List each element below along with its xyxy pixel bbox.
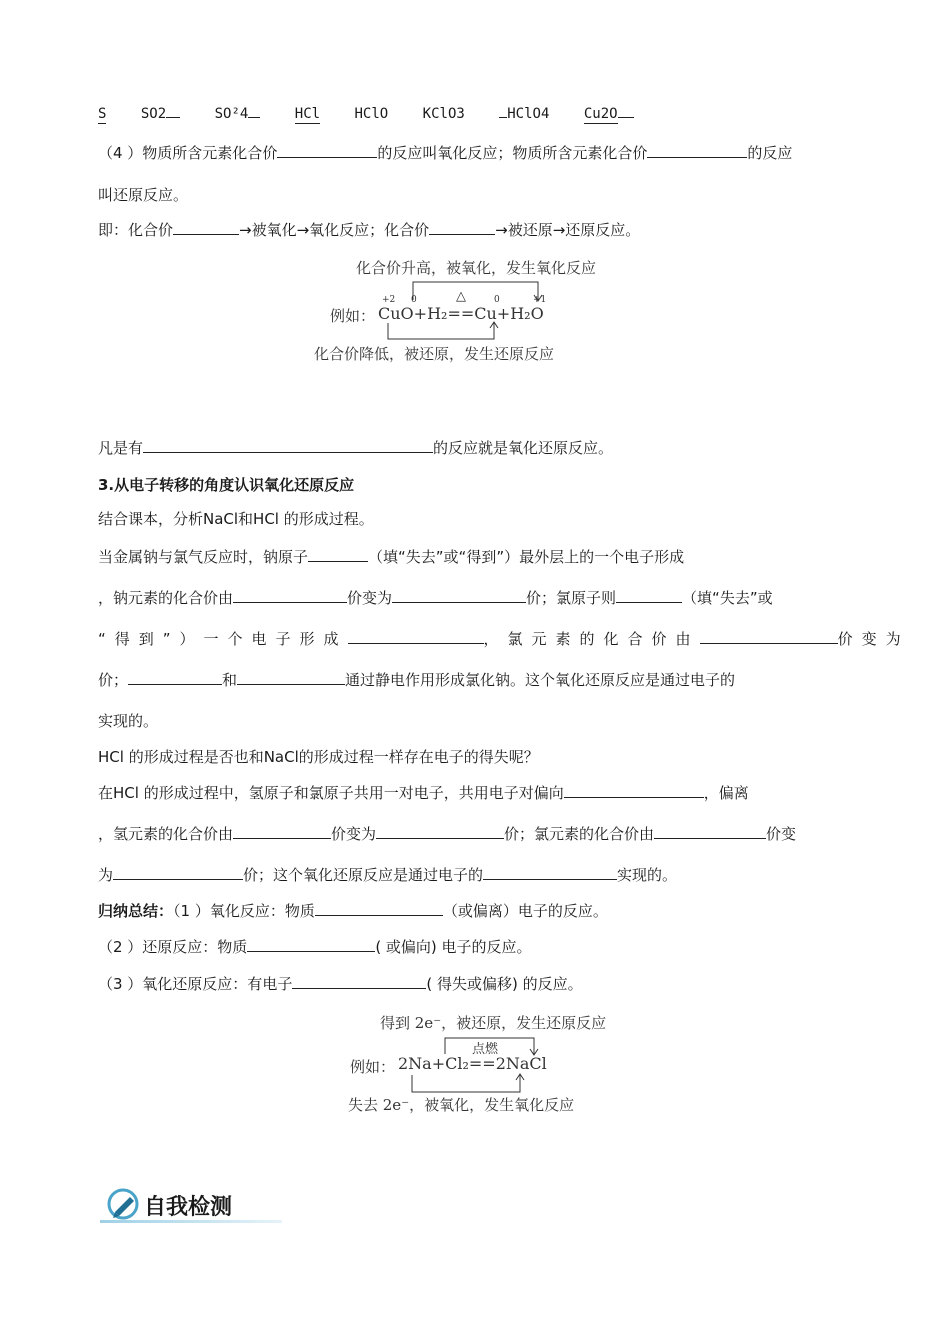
formula-cu2o: Cu2O xyxy=(584,106,634,122)
item-4: （4 ）物质所含元素化合价 的反应叫氧化反应；物质所含元素化合价 的反应 xyxy=(98,144,793,162)
redox-diagram-nacl xyxy=(348,1012,628,1120)
blank[interactable] xyxy=(315,901,443,916)
formula-so4: SO²4 xyxy=(215,106,261,122)
summary-label: 归纳总结： xyxy=(98,902,174,920)
blank[interactable] xyxy=(237,670,345,685)
blank[interactable] xyxy=(654,824,766,839)
blank[interactable] xyxy=(392,588,526,603)
formula-s: S xyxy=(98,106,107,122)
blank[interactable] xyxy=(429,220,495,235)
blank[interactable] xyxy=(308,547,368,562)
redox-diagram-cuo xyxy=(314,255,597,365)
summary-2: （2 ）还原反应：物质 ( 或偏向) 电子的反应。 xyxy=(98,938,532,956)
hcl-line-1: 在HCl 的形成过程中，氢原子和氯原子共用一对电子，共用电子对偏向 ，偏离 xyxy=(98,784,749,802)
ignite-label: 点燃 xyxy=(472,1042,499,1057)
ox-plus2: +2 xyxy=(382,295,396,305)
ox-zero-a: 0 xyxy=(411,295,417,305)
blank[interactable] xyxy=(233,588,347,603)
diagram2-bottom-label: 失去 2e⁻，被氧化，发生氧化反应 xyxy=(348,1096,575,1114)
blank[interactable] xyxy=(143,438,433,453)
self-test-header xyxy=(100,1186,282,1224)
blank[interactable] xyxy=(277,143,377,158)
blank[interactable] xyxy=(483,865,617,880)
formula-hclo: HClO xyxy=(354,106,389,122)
na-line-2: ，钠元素的化合价由 价变为 价；氯原子则 （填“失去”或 xyxy=(98,589,773,607)
formula-so2: SO2 xyxy=(141,106,180,122)
blank[interactable] xyxy=(292,974,426,989)
formula-hclo4: HClO4 xyxy=(499,106,549,122)
blank[interactable] xyxy=(616,588,682,603)
ji-line: 即：化合价 →被氧化→氧化反应；化合价 →被还原→还原反应。 xyxy=(98,221,641,239)
na-line-4: 价； 和 通过静电作用形成氯化钠。这个氧化还原反应是通过电子的 xyxy=(98,671,736,689)
blank[interactable] xyxy=(376,824,504,839)
item-4-cont: 叫还原反应。 xyxy=(98,186,189,204)
hcl-line-2: ，氢元素的化合价由 价变为 价；氯元素的化合价由 价变 xyxy=(98,825,797,843)
summary-3: （3 ）氧化还原反应：有电子 ( 得失或偏移) 的反应。 xyxy=(98,975,583,993)
section-3-title: 3.从电子转移的角度认识氧化还原反应 xyxy=(98,476,355,494)
formula-hcl: HCl xyxy=(294,106,321,122)
pencil-circle-icon xyxy=(106,1186,142,1222)
diagram-top-label: 化合价升高，被氧化，发生氧化反应 xyxy=(356,259,597,277)
ox-zero-b: 0 xyxy=(494,295,500,305)
blank[interactable] xyxy=(128,670,222,685)
blank[interactable] xyxy=(647,143,747,158)
formula-row xyxy=(98,103,660,122)
na-line-5: 实现的。 xyxy=(98,712,159,730)
blank[interactable] xyxy=(247,937,375,952)
diagram2-top-label: 得到 2e⁻，被还原，发生还原反应 xyxy=(380,1014,607,1032)
intro-text: 结合课本，分析NaCl和HCl 的形成过程。 xyxy=(98,510,374,528)
summary-1: 归纳总结：（1 ）氧化反应：物质 （或偏离）电子的反应。 xyxy=(98,902,608,920)
example-label: 例如： xyxy=(330,307,376,325)
equation2: 2Na+Cl₂==2NaCl xyxy=(398,1054,547,1073)
hcl-line-3: 为 价；这个氧化还原反应是通过电子的 实现的。 xyxy=(98,866,678,884)
heat-symbol: △ xyxy=(456,289,466,304)
diagram-bottom-label: 化合价降低，被还原，发生还原反应 xyxy=(314,345,555,363)
na-line-1: 当金属钠与氯气反应时，钠原子 （填“失去”或“得到”）最外层上的一个电子形成 xyxy=(98,548,685,566)
ox-plus1: +1 xyxy=(533,295,547,305)
blank[interactable] xyxy=(113,865,243,880)
blank[interactable] xyxy=(233,824,331,839)
equation: CuO+H₂==Cu+H₂O xyxy=(378,304,544,323)
formula-kclo3: KClO3 xyxy=(422,106,465,122)
blank[interactable] xyxy=(564,783,704,798)
blank[interactable] xyxy=(173,220,239,235)
self-test-title: 自我检测 xyxy=(144,1194,233,1220)
header-underline xyxy=(100,1220,282,1223)
example2-label: 例如： xyxy=(350,1058,396,1076)
hcl-question: HCl 的形成过程是否也和NaCl的形成过程一样存在电子的得失呢？ xyxy=(98,748,539,766)
fanshi-line: 凡是有 的反应就是氧化还原反应。 xyxy=(98,439,614,457)
blank[interactable] xyxy=(700,629,838,644)
blank[interactable] xyxy=(348,629,484,644)
na-line-3: “得到”）一个电子形成 ，氯元素的化合价由 价变为 xyxy=(98,630,910,648)
